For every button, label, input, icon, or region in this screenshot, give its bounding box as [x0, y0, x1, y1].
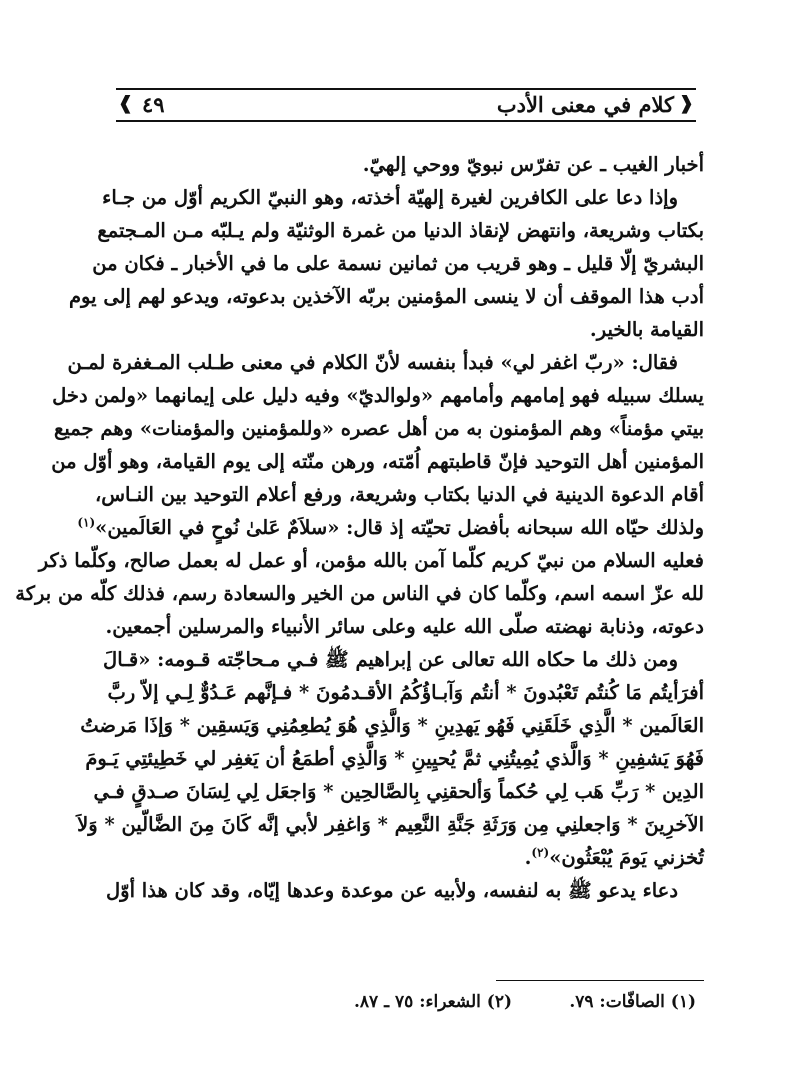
text-line: [51, 445, 704, 478]
line-text: البشريّ إلّا قليل ـ وهو قريب من ثمانين نسمة على ما في الأخبار ـ فكان من: [92, 252, 704, 275]
line-text: الآخرِينَ * وَاجعلنِي مِن وَرَثَةِ جَنَّةِ النَّعِيم * وَاغفِر لأبي إنَّه كَانَ مِنَ الضَّالّين * وَلاَ: [77, 813, 704, 836]
line-text: تُخزني يَومَ يُبْعَثُون»: [549, 846, 704, 869]
text-line: [103, 643, 704, 676]
text-line: [85, 742, 704, 775]
page-number: ٤٩: [142, 92, 165, 117]
footnote-ref: (٢): [531, 845, 550, 860]
line-text: أدب هذا الموقف أن لا ينسى المؤمنين بربّه الآخذين بدعوته، ويدعو لهم إلى يوم: [68, 285, 704, 308]
line-text: الدِين * رَبِّ هَب لِي حُكماً وَألحقنِي بِالصَّالحِين * وَاجعَل لِي لِسَانَ صـدقٍ فـي: [93, 780, 704, 803]
text-line: [68, 280, 704, 313]
line-text: فَهُوَ يَشفِينِ * وَالَّذي يُمِيتُنِي ثمَّ يُحيِينِ * وَالَّذِي أطمَعُ أن يَغفِر لي خَطِيئتِي يَـومَ: [85, 747, 704, 770]
text-line: [77, 808, 704, 841]
line-text: لله عزّ اسمه اسم، وكلّما كان في الناس من الخير والسعادة رسم، فذلك كلّه من بركة: [15, 582, 704, 605]
text-line: [94, 478, 704, 511]
line-text: العَالَمين * الَّذِي خَلَقَنِي فَهُو يَهدِينِ * وَالَّذِي هُوَ يُطعِمُنِي وَيَسقِين * وَإذَا مَرضتُ: [80, 714, 704, 737]
text-line: [92, 247, 704, 280]
text-line: [15, 577, 704, 610]
line-text: أقام الدعوة الدينية في الدنيا بكتاب وشريعة، ورفع أعلام التوحيد بين النـاس،: [94, 483, 704, 506]
line-text: دعوته، وذنابة نهضته صلّى الله عليه وعلى سائر الأنبياء والمرسلين أجمعين.: [105, 615, 704, 638]
footnote-ref: (١): [77, 515, 96, 530]
text-line: [105, 610, 704, 643]
line-text: فعليه السلام من نبيّ كريم كلّما آمن بالله مؤمن، أو عمل له بعمل صالح، وكلّما ذكر: [38, 549, 704, 572]
line-text: أخبار الغيب ـ عن تفرّس نبويّ ووحي إلهيّ.: [362, 153, 704, 176]
text-line: [52, 379, 704, 412]
body-text: [15, 148, 704, 907]
chapter-title: كلام في معنى الأدب: [496, 92, 674, 117]
text-line: [106, 874, 704, 907]
text-line: [54, 412, 704, 445]
footnote-1: (١) الصافّات: ٧٩.: [569, 992, 696, 1012]
footnote-2: (٢) الشعراء: ٧٥ ـ ٨٧.: [354, 992, 512, 1012]
line-text: أفرَأيتُم مَا كُنتُم تَعْبُدونَ * أنتُم وَآبـاؤُكُمُ الأقـدمُونَ * فـإنَّهم عَـدُوٌّ لِـي إلاّ ربَّ: [107, 681, 704, 704]
text-line: [77, 511, 704, 544]
text-line: [80, 709, 704, 742]
line-text: ولذلك حيّاه الله سبحانه بأفضل تحيّته إذ قال: «سلاَمٌ عَلىٰ نُوحٍ في العَالَمين»: [95, 516, 704, 539]
text-line: [102, 181, 704, 214]
line-text: يسلك سبيله فهو إمامهم وأمامهم «ولوالديّ» وفيه دليل على إيمانهما «ولمن دخل: [52, 384, 704, 407]
line-text: القيامة بالخير.: [589, 318, 704, 341]
text-line: [107, 676, 704, 709]
line-text: بيتي مؤمناً» وهم المؤمنون به من أهل عصره «وللمؤمنين والمؤمنات» وهم جميع: [54, 417, 704, 440]
line-text: ومن ذلك ما حكاه الله تعالى عن إبراهيم ﷺ فـي مـحاجّته قـومه: «قـالَ: [103, 648, 678, 671]
line-text: بكتاب وشريعة، وانتهض لإنقاذ الدنيا من غمرة الوثنيّة ولم يـلبّه مـن المـجتمع: [97, 219, 704, 242]
text-line: [112, 841, 704, 874]
running-header: [116, 88, 696, 122]
line-text: وإذا دعا على الكافرين لغيرة إلهيّة أخذته، وهو النبيّ الكريم أوّل من جـاء: [102, 186, 678, 209]
text-line: [67, 346, 704, 379]
text-line: [97, 214, 704, 247]
line-text: فقال: «ربّ اغفر لي» فبدأ بنفسه لأنّ الكلام في معنى طـلب المـغفرة لمـن: [67, 351, 678, 374]
text-line: [112, 313, 704, 346]
header-ornament-right: ❰: [678, 93, 694, 114]
text-line: [112, 148, 704, 181]
text-line: [93, 775, 704, 808]
text-line: [38, 544, 704, 577]
footnote-divider: [496, 980, 704, 981]
footnotes: [112, 990, 704, 1014]
header-ornament-left: ❱: [118, 93, 134, 114]
line-text: المؤمنين أهل التوحيد فإنّ قاطبتهم اُمّته، ورهن منّته إلى يوم القيامة، وهو أوّل من: [51, 450, 704, 473]
line-text: دعاء يدعو ﷺ به لنفسه، ولأبيه عن موعدة وعدها إيّاه، وقد كان هذا أوّل: [106, 879, 678, 902]
line-tail: .: [524, 846, 532, 869]
